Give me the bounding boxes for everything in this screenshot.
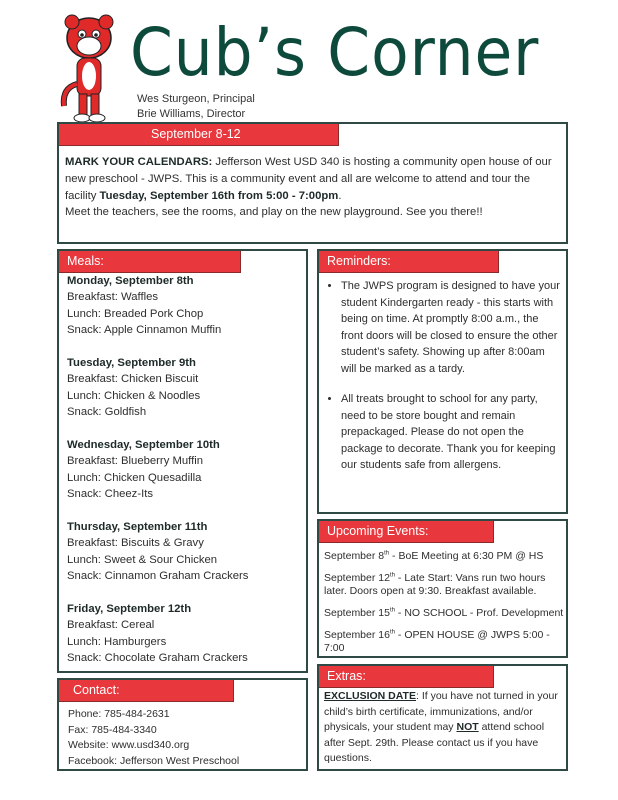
week-heading: September 8-12 (59, 124, 339, 146)
event-item (324, 629, 566, 655)
meal-day (67, 519, 248, 585)
breakfast: Breakfast: Blueberry Muffin (67, 455, 204, 468)
director-name: Brie Williams, Director (137, 108, 246, 120)
principal-name: Wes Sturgeon, Principal (137, 93, 255, 105)
event-text: - OPEN HOUSE @ JWPS 5:00 - 7:00 (324, 629, 550, 654)
meal-day (67, 273, 248, 339)
day-heading: Friday, September 12th (67, 603, 192, 616)
event-sup: th (389, 607, 395, 614)
meals-heading: Meals: (59, 251, 241, 273)
extras-text2: attend school after Sept. 29th. Please contact us if you have questions. (324, 721, 545, 764)
events-heading: Upcoming Events: (319, 521, 494, 543)
event-sup: th (389, 629, 395, 636)
extras-text (324, 689, 564, 767)
contact-phone: Phone: 785-484-2631 (68, 708, 170, 720)
tiger-mascot-logo (58, 14, 120, 124)
snack: Snack: Chocolate Graham Crackers (67, 652, 248, 665)
snack: Snack: Goldfish (67, 406, 147, 419)
event-date: September 8 (324, 550, 385, 562)
not-emphasis: NOT (456, 721, 479, 733)
day-heading: Monday, September 8th (67, 275, 194, 287)
day-heading: Wednesday, September 10th (67, 439, 220, 452)
event-sup: th (384, 550, 390, 557)
intro-text2: . (338, 189, 342, 202)
event-date: September 15 (324, 607, 390, 619)
meal-day (67, 355, 248, 421)
snack: Snack: Cheez-Its (67, 488, 154, 501)
snack: Snack: Apple Cinnamon Muffin (67, 324, 222, 337)
event-item (324, 607, 566, 620)
lunch: Lunch: Breaded Pork Chop (67, 307, 204, 320)
breakfast: Breakfast: Biscuits & Gravy (67, 537, 204, 550)
event-date: September 16 (324, 629, 390, 641)
intro-text (65, 154, 555, 221)
day-heading: Tuesday, September 9th (67, 357, 196, 370)
exclusion-date-label: EXCLUSION DATE (324, 690, 416, 702)
event-text: - Late Start: Vans run two hours later. Doors open at 9:30. Breakfast available. (324, 572, 546, 597)
lunch: Lunch: Sweet & Sour Chicken (67, 553, 218, 566)
intro-text1: Jefferson West USD 340 is hosting a community open house of our new preschool - JWPS. This is a community event and all are welcome to attend and tour the facility (65, 156, 552, 202)
breakfast: Breakfast: Cereal (67, 619, 155, 632)
intro-lead: MARK YOUR CALENDARS: (65, 156, 213, 168)
breakfast: Breakfast: Chicken Biscuit (67, 373, 199, 386)
reminders-heading: Reminders: (319, 251, 499, 273)
event-sup: th (389, 572, 395, 579)
open-house-date: Tuesday, September 16th from 5:00 - 7:00pm (99, 189, 339, 202)
contact-facebook[interactable]: Facebook: Jefferson West Preschool (68, 754, 240, 767)
event-text: - BoE Meeting at 6:30 PM @ HS (389, 550, 544, 562)
event-text: - NO SCHOOL - Prof. Development (394, 607, 564, 619)
snack: Snack: Cinnamon Graham Crackers (67, 570, 249, 583)
extras-heading: Extras: (319, 666, 494, 688)
lunch: Lunch: Chicken & Noodles (67, 389, 201, 402)
lunch: Lunch: Chicken Quesadilla (67, 471, 202, 484)
contact-website[interactable]: Website: www.usd340.org (68, 739, 190, 751)
breakfast: Breakfast: Waffles (67, 291, 159, 304)
day-heading: Thursday, September 11th (67, 521, 208, 534)
event-item (324, 572, 566, 598)
lunch: Lunch: Hamburgers (67, 635, 167, 648)
event-date: September 12 (324, 572, 390, 584)
contact-fax: Fax: 785-484-3340 (68, 723, 157, 736)
extras-section (317, 664, 568, 771)
newsletter-title: Cub’s Corner (130, 14, 540, 91)
events-section (317, 519, 568, 658)
reminder-item: • All treats brought to school for any party, need to be store bought and remain prepackaged. Please do not open the package to decorate. Thank you for keeping our students safe from allergens. (341, 391, 563, 474)
contact-heading: Contact: (59, 680, 234, 702)
meal-day (67, 437, 248, 503)
reminders-section (317, 249, 568, 514)
extras-text1: : If you have not turned in your child’s birth certificate, immunizations, and/or physicals, your student may (324, 690, 558, 733)
contact-section (57, 678, 308, 771)
intro-text3: Meet the teachers, see the rooms, and play on the new playground. See you there!! (65, 206, 483, 219)
meals-section (57, 249, 308, 673)
reminder-item: • The JWPS program is designed to have your student Kindergarten ready - this starts with being on time. At promptly 8:00 a.m., the front doors will be closed to ensure the other student’s safety. Showing up after 8:00am will be marked as a tardy. (341, 278, 563, 377)
meal-day (67, 601, 248, 667)
event-item (324, 550, 566, 563)
intro-section (57, 122, 568, 244)
